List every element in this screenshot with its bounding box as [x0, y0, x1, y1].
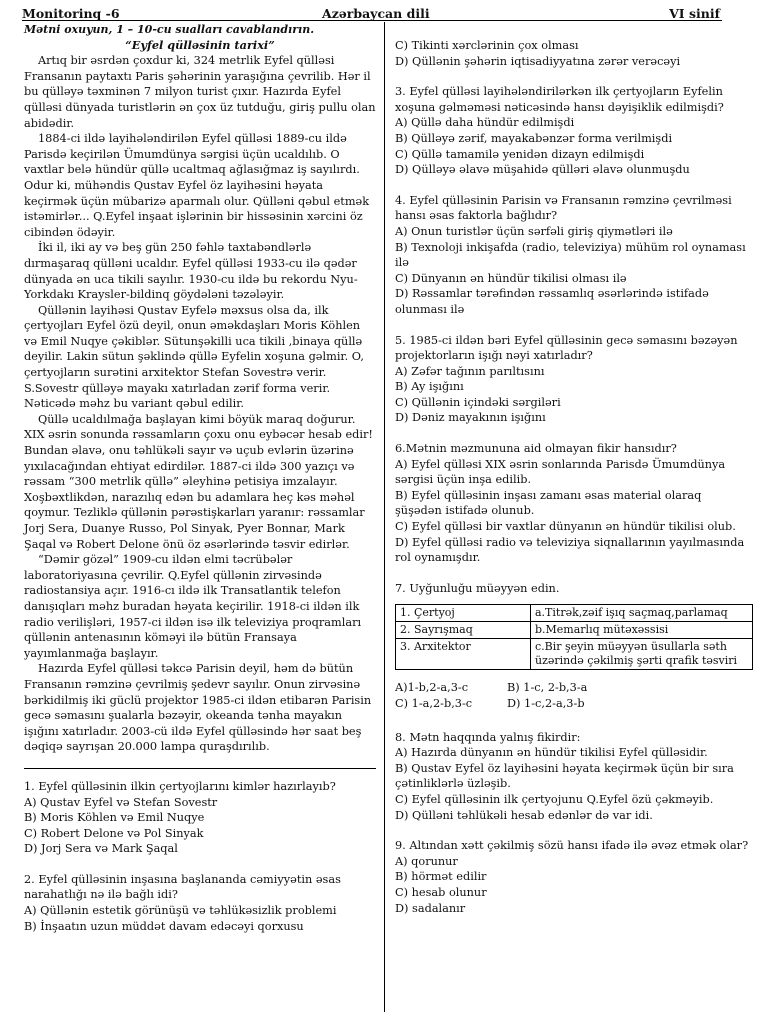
answer-b: B) 1-c, 2-b,3-a: [507, 681, 588, 695]
option-a: A) Hazırda dünyanın ən hündür tikilisi Eyfel qülləsidir.: [395, 746, 708, 760]
option-b: B) Qustav Eyfel öz layihəsini həyata keçirmək üçün bir sıra çətinliklərlə üzləşib.: [395, 761, 734, 791]
table-row: [396, 639, 753, 670]
option-b: B) Qülləyə zərif, mayakabənzər forma verilmişdi: [395, 131, 673, 145]
table-cell: 1. Çertyoj: [396, 605, 531, 622]
option-a: A) Qüllənin estetik görünüşü və təhlükəsizlik problemi: [24, 904, 337, 918]
option-c: C) Dünyanın ən hündür tikilisi olması ilə: [395, 271, 627, 285]
instruction: Mətni oxuyun, 1 – 10-cu sualları cavablandırın.: [24, 23, 315, 36]
question-text: 5. 1985-ci ildən bəri Eyfel qülləsinin gecə səmasını bəzəyən projektorların işığı nəyi xatırladır?: [395, 333, 738, 363]
option-d: D) Qülləyə əlavə müşahidə qülləri əlavə olunmuşdu: [395, 163, 690, 177]
paragraph-4: Qüllənin layihəsi Qustav Eyfelə məxsus olsa da, ilk çertyojları Eyfel özü deyil, onun əməkdaşları Moris Köhlen və Emil Nuqye çəkiblər. Sütunşəkilli uca tikili ,binaya qüllə deyilir. Lakin sütun şəklində qüllə Eyfelin xoşuna gəlmir. O, çertyojların surətini arxitektor Stefan Sovestrə verir. S.Sovestr qülləyə mayakı xatırladan zərif forma verir. Nəticədə məhz bu variant qəbul edilir.: [24, 303, 364, 411]
question-text: 6.Mətnin məzmununa aid olmayan fikir hansıdır?: [395, 442, 677, 456]
option-b: B) Moris Köhlen və Emil Nuqye: [24, 811, 205, 825]
question-6: [395, 441, 751, 566]
table-cell: c.Bir şeyin müəyyən üsullarla səth üzərində çəkilmiş şərti qrafik təsviri: [531, 639, 753, 670]
option-b: B) Eyfel qülləsinin inşası zamanı əsas material olaraq şüşədən istifadə olunub.: [395, 488, 702, 518]
option-d: D) Rəssamlar tərəfindən rəssamlıq əsərlərində istifadə olunması ilə: [395, 287, 709, 316]
table-cell: b.Memarlıq mütəxəssisi: [531, 622, 753, 639]
question-2-continued: [395, 38, 751, 69]
option-b: B) hörmət edilir: [395, 870, 487, 884]
header-left: Monitorinq -6: [22, 6, 120, 21]
option-a: A) qorunur: [395, 854, 458, 868]
paragraph-2: 1884-ci ildə layihələndirilən Eyfel qülləsi 1889-cu ildə Parisdə keçirilən Ümumdünya sərgisi üçün ucaldılıb. O vaxtlar belə hündür qüllə ucaltmaq ağlasığmaz iş sayılırdı. Odur ki, mühəndis Qustav Eyfel öz layihəsini həyata keçirmək üçün mübarizə aparmalı olur. Qülləni qəbul etmək istəmirlər... Q.Eyfel inşaat işlərinin bir hissəsinin xərcini öz cibindən ödəyir.: [24, 132, 370, 239]
option-c: C) Robert Delone və Pol Sinyak: [24, 826, 204, 840]
column-divider: [384, 22, 385, 1012]
answer-row: [395, 680, 751, 696]
option-a: A) Onun turistlər üçün sərfəli giriş qiymətləri ilə: [395, 224, 673, 238]
matching-table: [395, 604, 753, 670]
question-text: 1. Eyfel qülləsinin ilkin çertyojlarını kimlər hazırlayıb?: [24, 779, 336, 793]
option-c: C) Eyfel qülləsi bir vaxtlar dünyanın ən hündür tikilisi olub.: [395, 520, 736, 534]
option-d: D) Eyfel qülləsi radio və televiziya siqnallarının yayılmasında rol oynamışdır.: [395, 535, 745, 565]
option-c: C) Qüllənin içindəki sərgiləri: [395, 395, 561, 409]
answer-c: C) 1-a,2-b,3-c: [395, 697, 473, 710]
question-7: [395, 581, 751, 712]
option-b: B) Texnoloji inkişafda (radio, televiziya) mühüm rol oynaması ilə: [395, 240, 746, 270]
option-a: A) Qustav Eyfel və Stefan Sovestr: [24, 795, 218, 809]
question-4: [395, 193, 751, 318]
answer-a: A)1-b,2-a,3-c: [395, 681, 469, 695]
table-cell: 3. Arxitektor: [396, 639, 531, 670]
option-c: C) Eyfel qülləsinin ilk çertyojunu Q.Eyfel özü çəkməyib.: [395, 792, 714, 806]
option-a: A) Eyfel qülləsi XIX əsrin sonlarında Parisdə Ümumdünya sərgisi üçün inşa edilib.: [395, 457, 726, 487]
passage-title: “Eyfel qülləsinin tarixi”: [125, 37, 275, 52]
header-grade: VI sinif: [669, 6, 720, 21]
paragraph-7: Hazırda Eyfel qülləsi təkcə Parisin deyil, həm də bütün Fransanın rəmzinə çevrilmiş şedevr sayılır. Onun zirvəsinə bərkidilmiş iki güclü projektor 1985-ci ildən etibarən Parisin gecə səmasını şualarla bəzəyir, okeanda tənha mayakın işığını xatırladır. 2003-cü ildə Eyfel qülləsində hər saat beş dəqiqə sayrışan 20.000 lampa quraşdırılıb.: [24, 662, 372, 754]
option-d: D) Dəniz mayakının işığını: [395, 411, 546, 425]
option-a: A) Qüllə daha hündür edilmişdi: [395, 116, 575, 130]
question-2: [24, 872, 376, 934]
option-c: C) Qüllə tamamilə yenidən dizayn edilmişdi: [395, 147, 645, 161]
header-subject: Azərbaycan dili: [322, 6, 430, 21]
option-d: D) Qüllənin şəhərin iqtisadiyyatına zərər verəcəyi: [395, 54, 681, 68]
question-text: 7. Uyğunluğu müəyyən edin.: [395, 581, 560, 595]
table-cell: a.Titrək,zəif işıq saçmaq,parlamaq: [531, 605, 753, 622]
paragraph-5: Qüllə ucaldılmağa başlayan kimi böyük maraq doğurur. XIX əsrin sonunda rəssamların çoxu onu eybəcər hesab edir! Bundan əlavə, onu təhlükəli sayır və uçub evlərin üzərinə yıxılacağından ehtiyat edirdilər. 1887-ci ildə 300 yazıçı və rəssam “300 metrlik qüllə” əleyhinə petisiya imzalayır. Xoşbəxtlikdən, narazılıq edən bu adamlara heç kəs məhəl qoymur. Tezliklə qüllənin pərəstişkarları yaranır: rəssamlar Jorj Sera, Duanye Russo, Pol Sinyak, Pyer Bonnar, Mark Şaqal və Robert Delone önü öz əsərlərində təsvir edirlər.: [24, 412, 373, 551]
option-d: D) sadalanır: [395, 901, 466, 915]
question-9: [395, 838, 751, 916]
table-row: [396, 605, 753, 622]
table-row: [396, 622, 753, 639]
paragraph-3: İki il, iki ay və beş gün 250 fəhlə taxtabəndlərlə dırmaşaraq qülləni ucaldır. Eyfel qülləsi 1933-cu ilə qədər dünyada ən uca tikili sayılır. 1930-cu ildə bu rekordu Nyu-Yorkdakı Kraysler-bildinq göydələni təzələyir.: [24, 241, 358, 302]
right-column: [395, 38, 751, 920]
left-column: [24, 22, 376, 938]
option-c: C) hesab olunur: [395, 885, 487, 899]
section-divider: [24, 768, 376, 769]
option-c: C) Tikinti xərclərinin çox olması: [395, 39, 579, 52]
paragraph-6: “Dəmir gözəl” 1909-cu ildən elmi təcrübələr laboratoriyasına çevrilir. Q.Eyfel qüllənin zirvəsində radiostansiya açır. 1916-cı ildə ilk Transatlantik telefon danışıqları məhz buradan həyata keçirilir. 1918-ci ildən ilk radio verilişləri, 1957-ci ildən isə ilk televiziya proqramları qüllənin antenasının köməyi ilə bütün Fransaya yayımlanmağa başlayır.: [24, 553, 362, 660]
question-text: 2. Eyfel qülləsinin inşasına başlananda cəmiyyətin əsas narahatlığı nə ilə bağlı idi?: [24, 872, 341, 902]
question-text: 8. Mətn haqqında yalnış fikirdir:: [395, 730, 581, 744]
paragraph-1: Artıq bir əsrdən çoxdur ki, 324 metrlik Eyfel qülləsi Fransanın paytaxtı Paris şəhərinin yaraşığına çevrilib. Hər il bu qülləyə təxminən 7 milyon turist çıxır. Hazırda Eyfel qülləsi dünyada turistlərin ən çox üz tutduğu, giriş pullu olan abidədir.: [24, 54, 376, 130]
answer-row: [395, 696, 751, 712]
answer-d: D) 1-c,2-a,3-b: [507, 697, 585, 710]
option-d: D) Jorj Sera və Mark Şaqal: [24, 842, 178, 856]
question-text: 4. Eyfel qülləsinin Parisin və Fransanın rəmzinə çevrilməsi hansı əsas faktorla bağlıdır?: [395, 193, 732, 223]
question-text: 9. Altından xətt çəkilmiş sözü hansı ifadə ilə əvəz etmək olar?: [395, 839, 749, 853]
question-8: [395, 730, 751, 824]
question-text: 3. Eyfel qülləsi layihələndirilərkən ilk çertyojların Eyfelin xoşuna gəlməməsi nəticəsində hansı dəyişiklik edilmişdi?: [395, 85, 724, 114]
option-d: D) Qülləni təhlükəli hesab edənlər də var idi.: [395, 808, 653, 822]
option-b: B) İnşaatın uzun müddət davam edəcəyi qorxusu: [24, 919, 304, 933]
page-header: [22, 6, 722, 21]
table-cell: 2. Sayrışmaq: [396, 622, 531, 639]
option-b: B) Ay işığını: [395, 380, 464, 394]
question-5: [395, 333, 751, 427]
question-3: [395, 84, 751, 178]
question-1: [24, 779, 376, 857]
option-a: A) Zəfər tağının parıltısını: [395, 364, 545, 378]
